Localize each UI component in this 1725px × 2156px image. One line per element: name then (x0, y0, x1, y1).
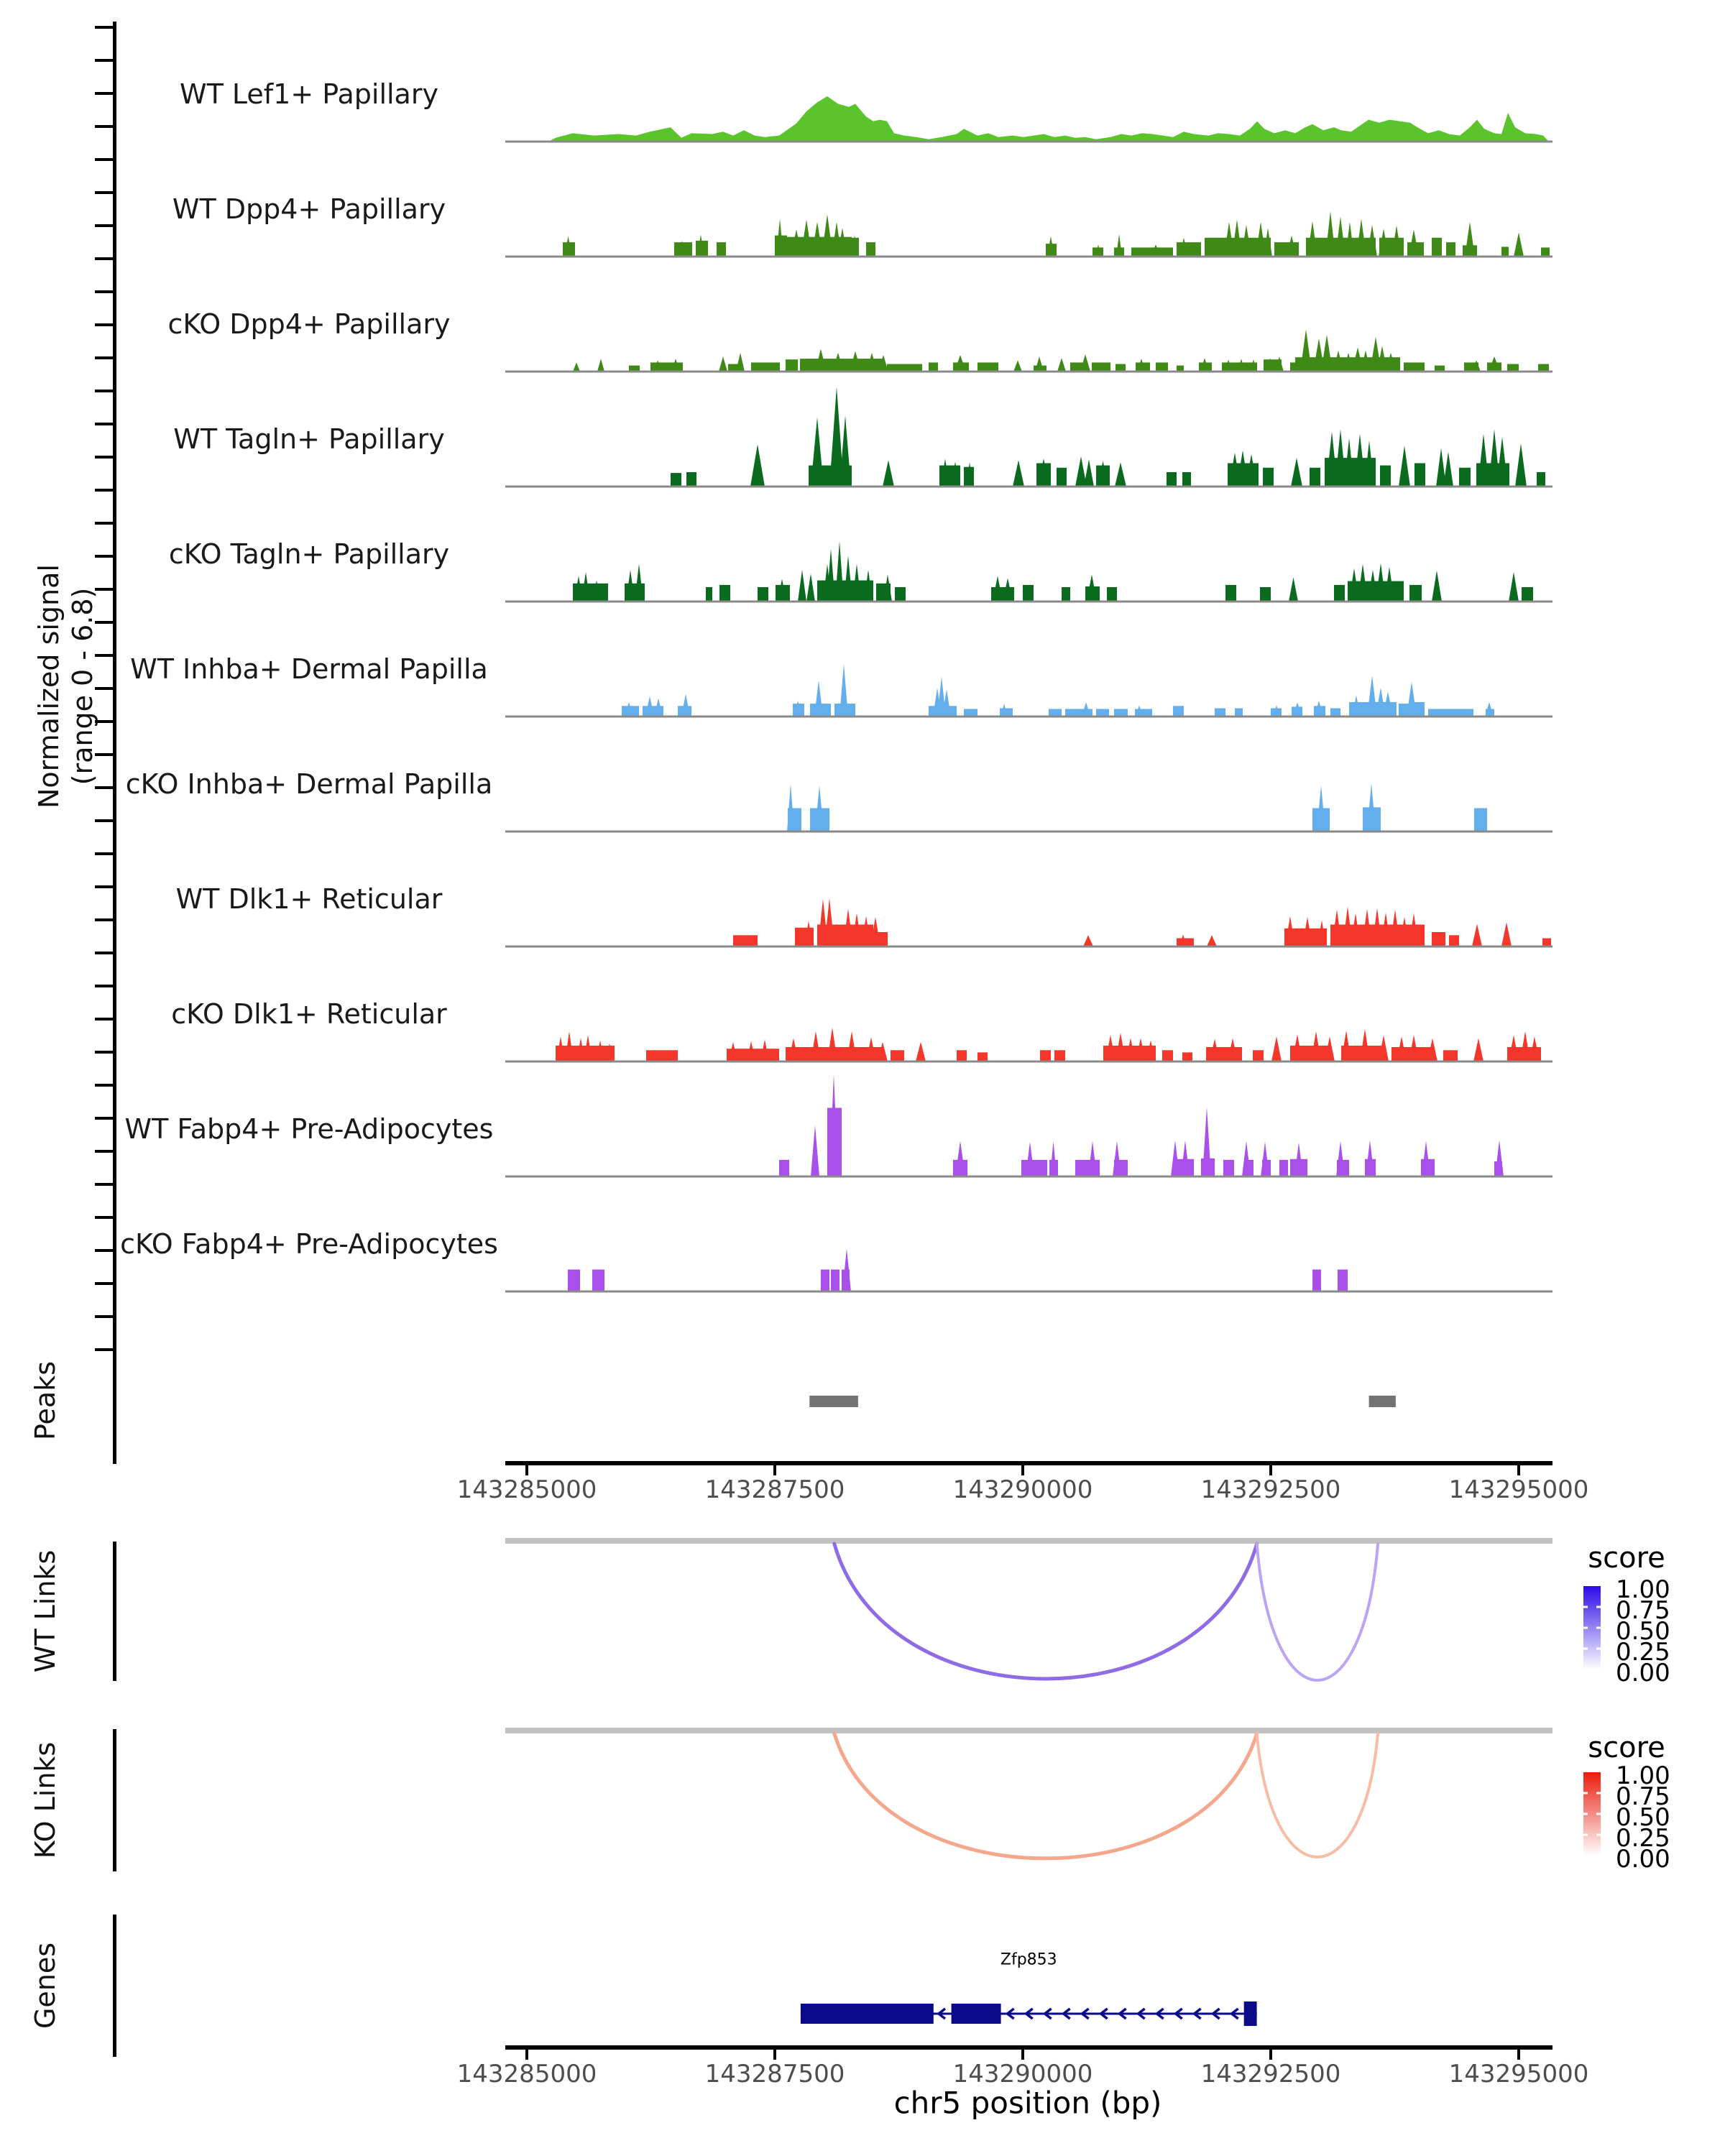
track-signal-spike (1478, 434, 1489, 487)
track-signal-spike (847, 1031, 857, 1061)
genome-axis-upper-tick-label: 143285000 (456, 1475, 597, 1504)
track-10 (120, 1228, 1552, 1291)
track-signal-spike (1360, 1029, 1370, 1061)
track-signal-spike (824, 898, 834, 946)
track-signal-spike (1399, 446, 1410, 487)
ko-legend-notch (1596, 1813, 1601, 1815)
track-label: cKO Tagln+ Papillary (168, 538, 450, 570)
track-label: WT Fabp4+ Pre-Adipocytes (124, 1113, 494, 1145)
track-signal-spike (1207, 935, 1217, 946)
peaks-axis (113, 1337, 116, 1464)
genes-axis (113, 1915, 116, 2057)
track-8 (171, 998, 1552, 1061)
track-signal-spike (1271, 1036, 1282, 1061)
wt-legend-notch (1583, 1627, 1588, 1629)
ko-legend-notch (1583, 1834, 1588, 1836)
track-signal-block (1223, 1160, 1234, 1176)
track-signal-spike (1496, 437, 1508, 487)
track-signal-block (1428, 709, 1473, 717)
track-signal-block (671, 473, 681, 487)
track-label: cKO Fabp4+ Pre-Adipocytes (120, 1228, 498, 1260)
genome-axis-upper-tick-label: 143290000 (952, 1475, 1093, 1504)
genome-axis-upper (457, 1461, 1589, 1504)
track-signal-spike (1083, 935, 1093, 946)
track-signal-spike (1116, 234, 1122, 257)
track-signal-spike (1509, 572, 1519, 602)
track-2 (167, 308, 1552, 372)
wt-links-panel (505, 1541, 1670, 1687)
track-signal-spike (1013, 460, 1024, 487)
track-signal-block (1538, 364, 1549, 372)
ko-legend-notch (1583, 1792, 1588, 1795)
track-signal-spike (1515, 443, 1527, 487)
track-signal-block (568, 1270, 580, 1291)
peak-interval (809, 1396, 858, 1407)
track-signal-block (1062, 587, 1070, 602)
track-signal-block (1459, 468, 1471, 487)
track-signal-spike (840, 664, 848, 717)
track-signal-block (1116, 364, 1126, 372)
track-signal-block (717, 242, 726, 257)
track-signal-block (821, 1270, 829, 1291)
track-signal-spike (1473, 1038, 1484, 1062)
track-signal-block (1173, 706, 1184, 717)
ko-score-legend-tick: 1.00 (1616, 1761, 1670, 1790)
ko-score-legend-tick: 0.00 (1616, 1845, 1670, 1874)
track-4 (169, 538, 1552, 602)
track-signal-spike (1084, 459, 1094, 487)
track-signal-block (646, 1050, 678, 1061)
track-signal-area (548, 96, 1549, 142)
track-signal-block (1432, 238, 1442, 257)
track-signal-spike (1325, 211, 1335, 257)
track-signal-spike (1367, 676, 1377, 717)
track-signal-spike (736, 353, 745, 372)
track-signal-block (929, 362, 938, 372)
ko-score-legend-tick: 0.50 (1616, 1803, 1670, 1832)
track-signal-block (1409, 585, 1422, 602)
genome-axis-lower-tick-label: 143292500 (1200, 2060, 1341, 2088)
track-signal-spike (1472, 924, 1482, 947)
track-signal-block (1092, 362, 1110, 372)
track-signal-block (751, 362, 780, 372)
wt-legend-notch (1596, 1627, 1601, 1629)
track-signal-spike (1335, 216, 1346, 257)
track-signal-spike (1242, 1141, 1251, 1176)
track-signal-block (978, 1052, 988, 1061)
track-signal-block (1537, 472, 1545, 487)
track-signal-block (1049, 709, 1062, 717)
track-signal-block (1501, 247, 1509, 257)
genome-axis-lower-tick-label: 143285000 (456, 2060, 597, 2088)
track-signal-block (957, 1050, 967, 1061)
track-signal-spike (1366, 1141, 1374, 1176)
track-signal-block (891, 1050, 904, 1061)
genome-axis-upper-tick-label: 143292500 (1200, 1475, 1341, 1504)
ko-links-panel-label: KO Links (29, 1741, 61, 1859)
track-signal-block (1107, 587, 1117, 602)
track-signal-block (706, 587, 712, 602)
track-signal-block (686, 472, 696, 487)
track-signal-spike (1514, 232, 1524, 257)
track-signal-block (1474, 808, 1487, 832)
track-signal-spike (811, 1125, 819, 1176)
track-signal-spike (597, 359, 604, 372)
track-signal-block (1040, 1050, 1051, 1061)
track-signal-spike (1171, 1141, 1179, 1176)
track-signal-block (866, 242, 875, 257)
track-signal-block (1096, 709, 1109, 717)
track-signal-spike (1495, 1141, 1504, 1176)
track-signal-spike (1300, 329, 1312, 372)
track-signal-block (1054, 1050, 1065, 1061)
wt-score-legend-title: score (1588, 1542, 1665, 1575)
genome-axis-lower-tick-label: 143290000 (952, 2060, 1093, 2088)
y-axis-label-line1: Normalized signal (33, 564, 65, 808)
track-signal-spike (1443, 452, 1453, 487)
gene-name-label: Zfp853 (1000, 1950, 1057, 1969)
track-signal-spike (883, 460, 894, 487)
track-signal-spike (1501, 922, 1512, 946)
ko-legend-notch (1596, 1834, 1601, 1836)
track-signal-spike (1356, 219, 1366, 257)
track-signal-block (779, 1160, 789, 1176)
ko-link-arc (834, 1733, 1257, 1858)
wt-legend-notch (1583, 1648, 1588, 1650)
track-signal-spike (955, 1141, 965, 1176)
track-signal-spike (1088, 1141, 1097, 1176)
track-signal-block (1310, 468, 1320, 487)
track-signal-spike (844, 556, 852, 602)
genome-axis-upper-bar (505, 1461, 1552, 1465)
track-signal-block (1253, 1050, 1264, 1061)
track-signal-spike (681, 694, 690, 717)
track-signal-block (1449, 935, 1459, 946)
wt-links-axis (113, 1542, 116, 1681)
track-signal-spike (806, 573, 815, 602)
peak-interval (1369, 1396, 1396, 1407)
track-signal-block (1486, 709, 1494, 717)
track-signal-block (1182, 1052, 1192, 1061)
track-signal-block (1263, 468, 1274, 487)
track-signal-block (1260, 587, 1271, 602)
wt-legend-notch (1583, 1606, 1588, 1608)
track-signal-block (1156, 362, 1168, 372)
track-signal-spike (1321, 335, 1333, 372)
ko-score-legend-tick: 0.25 (1616, 1824, 1670, 1853)
track-0 (180, 78, 1552, 142)
track-signal-block (1312, 1270, 1321, 1291)
track-signal-block (1023, 585, 1034, 602)
track-signal-block (1114, 709, 1128, 717)
track-signal-block (1522, 587, 1533, 602)
ko-links-panel (505, 1731, 1670, 1874)
track-signal-spike (1465, 222, 1475, 257)
track-3 (173, 387, 1552, 487)
track-label: cKO Inhba+ Dermal Papilla (125, 768, 493, 800)
track-signal-block (1057, 468, 1067, 487)
track-signal-block (1162, 1050, 1173, 1061)
genome-axis-lower (457, 2045, 1589, 2088)
track-signal-spike (798, 570, 806, 602)
track-signal-block (1330, 709, 1340, 717)
track-signal-spike (1113, 1141, 1121, 1176)
ko-links-axis (113, 1729, 116, 1871)
track-signal-block (1380, 466, 1391, 487)
track-signal-spike (573, 362, 580, 372)
track-signal-spike (1520, 1031, 1530, 1061)
track-signal-block (1225, 585, 1236, 602)
x-axis-title: chr5 position (bp) (893, 2085, 1162, 2121)
wt-score-legend-tick: 0.25 (1616, 1638, 1670, 1667)
track-signal-spike (822, 214, 833, 257)
wt-score-legend-tick: 0.50 (1616, 1617, 1670, 1646)
track-label: WT Dlk1+ Reticular (175, 883, 443, 915)
track-signal-spike (835, 541, 844, 602)
track-signal-block (831, 1270, 840, 1291)
track-signal-block (1432, 932, 1445, 946)
genome-axis-upper-tick-label: 143287500 (704, 1475, 845, 1504)
track-7 (176, 883, 1552, 946)
track-signal-block (1182, 472, 1191, 487)
ko-score-legend-title: score (1588, 1731, 1665, 1764)
track-9 (125, 1074, 1552, 1176)
track-signal-block (873, 932, 888, 946)
gene-exon (952, 2004, 1001, 2024)
track-signal-spike (1181, 1141, 1190, 1176)
track-signal-block (1446, 242, 1455, 257)
ko-legend-notch (1596, 1792, 1601, 1795)
track-signal-block (895, 587, 906, 602)
track-signal-spike (916, 1042, 926, 1061)
track-label: WT Tagln+ Papillary (173, 423, 445, 455)
ko-legend-notch (1583, 1813, 1588, 1815)
track-label: WT Lef1+ Papillary (180, 78, 438, 110)
track-signal-block (719, 585, 730, 602)
track-signal-spike (1291, 458, 1302, 487)
track-signal-spike (1261, 1142, 1269, 1176)
track-1 (172, 193, 1552, 257)
track-signal-spike (787, 784, 794, 831)
track-signal-spike (811, 417, 824, 487)
track-signal-block (758, 587, 768, 602)
track-label: WT Dpp4+ Papillary (172, 193, 446, 225)
track-signal-block (1338, 1270, 1348, 1291)
track-signal-block (964, 709, 978, 717)
signal-y-axis (113, 22, 116, 1351)
wt-score-legend-tick: 1.00 (1616, 1575, 1670, 1604)
track-signal-spike (1432, 571, 1442, 602)
track-signal-block (1542, 939, 1551, 947)
genes-panel-label: Genes (29, 1942, 61, 2030)
track-signal-spike (1026, 1142, 1034, 1176)
track-signal-spike (1013, 360, 1022, 372)
track-signal-spike (1050, 1141, 1057, 1176)
wt-legend-notch (1596, 1606, 1601, 1608)
track-signal-spike (1202, 1107, 1211, 1176)
track-signal-block (1541, 247, 1550, 257)
track-signal-block (1404, 362, 1425, 372)
wt-score-legend-tick: 0.75 (1616, 1596, 1670, 1625)
track-signal-block (1414, 464, 1425, 487)
track-signal-block (1021, 1160, 1047, 1176)
track-signal-spike (1115, 462, 1126, 487)
track-label: WT Inhba+ Dermal Papilla (130, 653, 488, 685)
wt-links-panel-label: WT Links (29, 1549, 61, 1673)
track-signal-block (1215, 709, 1225, 717)
track-signal-spike (814, 681, 823, 717)
peaks-track (809, 1396, 1396, 1407)
peaks-panel-label: Peaks (29, 1360, 61, 1441)
track-signal-spike (827, 1028, 837, 1061)
wt-legend-notch (1596, 1648, 1601, 1650)
gene-exon (801, 2004, 934, 2024)
track-signal-block (887, 364, 922, 372)
track-signal-block (592, 1270, 604, 1291)
wt-link-arc (1257, 1544, 1378, 1680)
track-signal-spike (719, 356, 727, 372)
track-signal-block (1167, 472, 1177, 487)
genome-axis-upper-tick-label: 143295000 (1448, 1475, 1589, 1504)
track-signal-block (1235, 709, 1243, 717)
track-signal-spike (635, 564, 643, 602)
wt-link-arc (834, 1544, 1257, 1679)
track-signal-spike (1057, 358, 1066, 372)
ko-score-legend-tick: 0.75 (1616, 1782, 1670, 1811)
track-signal-spike (750, 444, 765, 487)
genome-axis-lower-tick-label: 143287500 (704, 2060, 845, 2088)
gene-model (801, 1951, 1257, 2027)
track-label: cKO Dpp4+ Papillary (167, 308, 451, 340)
track-signal-block (978, 362, 998, 372)
genome-axis-lower-tick-label: 143295000 (1448, 2060, 1589, 2088)
track-signal-block (1507, 364, 1519, 372)
genome-axis-lower-bar (505, 2045, 1552, 2050)
track-signal-block (1279, 1160, 1288, 1176)
track-label: cKO Dlk1+ Reticular (171, 998, 447, 1030)
track-signal-spike (1289, 577, 1298, 602)
track-signal-block (1443, 1050, 1458, 1061)
track-signal-block (733, 935, 758, 946)
track-signal-block (1412, 702, 1425, 717)
y-axis-label-line2: (range 0 - 6.8) (67, 587, 98, 786)
track-5 (130, 653, 1552, 717)
ko-link-arc (1257, 1733, 1378, 1857)
track-signal-spike (1336, 1141, 1345, 1176)
gene-tss-box (1244, 2001, 1257, 2026)
wt-score-legend-tick: 0.00 (1616, 1659, 1670, 1687)
track-signal-spike (1422, 1141, 1430, 1176)
track-signal-spike (811, 1031, 821, 1061)
track-signal-spike (1035, 356, 1044, 372)
track-6 (126, 768, 1552, 831)
track-signal-block (1334, 585, 1345, 602)
